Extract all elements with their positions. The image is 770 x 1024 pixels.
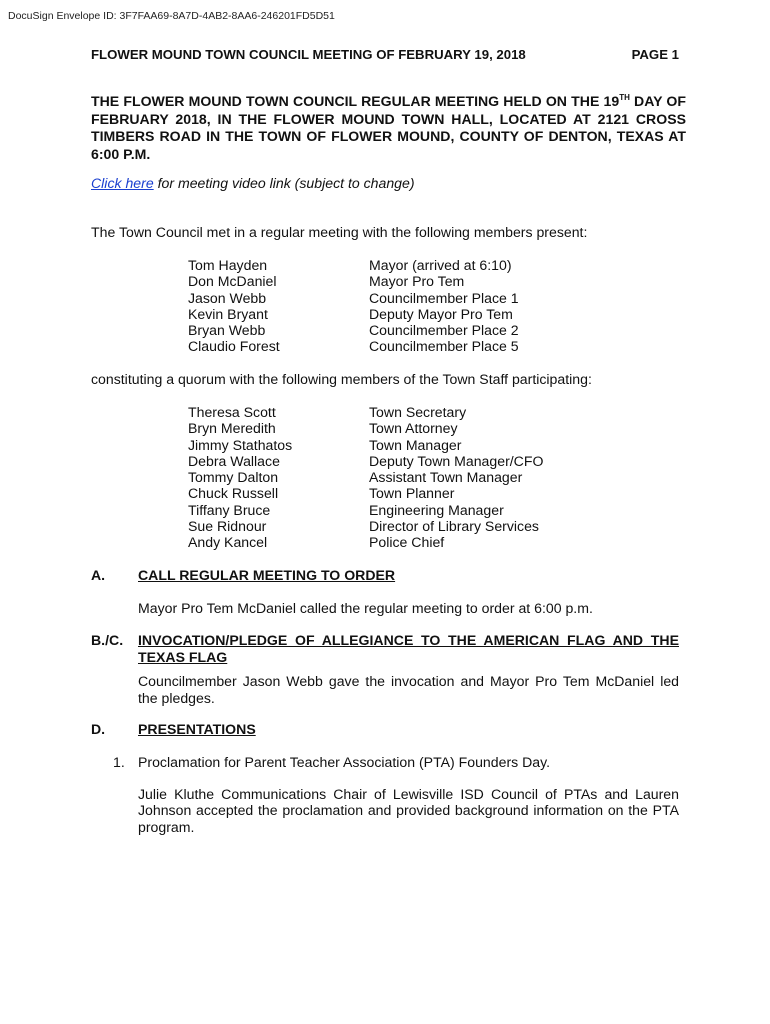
meeting-title-superscript: TH [619,93,630,102]
member-row [188,257,519,273]
staff-row [188,404,543,420]
members-roster [188,257,519,355]
staff-row-role: Deputy Town Manager/CFO [369,452,544,469]
page-number: PAGE 1 [631,47,679,62]
staff-row-name: Debra Wallace [188,452,280,469]
section-a [91,567,679,616]
header-title: FLOWER MOUND TOWN COUNCIL MEETING OF FEBRUARY 19, 2018 [91,47,526,62]
staff-row-role: Police Chief [369,534,445,551]
member-row-role: Councilmember Place 5 [369,338,519,355]
member-row [188,290,519,306]
member-row [188,306,519,322]
member-row [188,273,519,289]
staff-row-name: Bryn Meredith [188,420,276,437]
staff-intro: constituting a quorum with the following members of the Town Staff participating: [91,371,592,387]
member-row-name: Jason Webb [188,289,267,306]
meeting-title-part2: DAY OF FEBRUARY 2018, IN THE FLOWER MOUND TOWN HALL, LOCATED AT 2121 CROSS TIMBERS ROAD IN THE TOWN OF FLOWER MOUND, COUNTY OF DENTON, TEXAS AT 6:00 P.M. [91,93,686,162]
member-row-role: Councilmember Place 1 [369,289,519,306]
section-a-letter: A. [91,567,106,583]
staff-row-role: Engineering Manager [369,501,504,518]
staff-row-role: Town Planner [369,485,455,502]
staff-row [188,453,543,469]
staff-row-name: Tommy Dalton [188,469,279,486]
staff-row [188,502,543,518]
section-bc-letter: B./C. [91,632,124,648]
staff-row-name: Andy Kancel [188,534,268,551]
staff-row [188,534,543,550]
section-d-letter: D. [91,721,106,737]
meeting-title-part1: THE FLOWER MOUND TOWN COUNCIL REGULAR MEETING HELD ON THE 19 [91,93,620,109]
member-row-name: Don McDaniel [188,273,277,290]
staff-row-role: Town Attorney [369,420,458,437]
section-d [91,721,679,738]
staff-row-name: Tiffany Bruce [188,501,271,518]
staff-row-role: Town Secretary [369,404,467,420]
staff-row [188,437,543,453]
member-row [188,338,519,354]
member-row [188,322,519,338]
presentation-item-number: 1. [113,754,125,770]
page-header [91,47,679,62]
presentation-item-body: Julie Kluthe Communications Chair of Lewisville ISD Council of PTAs and Lauren Johnson accepted the proclamation and provided background information on the PTA program. [138,785,679,835]
presentation-item-title: Proclamation for Parent Teacher Association (PTA) Founders Day. [138,754,551,770]
staff-row-role: Assistant Town Manager [369,469,523,486]
member-row-role: Mayor Pro Tem [369,273,465,290]
member-row-name: Bryan Webb [188,322,266,339]
section-a-heading: CALL REGULAR MEETING TO ORDER [138,567,396,583]
section-bc-body: Councilmember Jason Webb gave the invocation and Mayor Pro Tem McDaniel led the pledges. [138,673,679,706]
member-row-name: Tom Hayden [188,257,268,273]
video-link-line [91,175,415,191]
staff-row-name: Jimmy Stathatos [188,436,293,453]
staff-row-role: Town Manager [369,436,462,453]
video-link-note: for meeting video link (subject to change) [153,175,415,191]
member-row-role: Councilmember Place 2 [369,322,519,339]
staff-row [188,518,543,534]
member-row-role: Deputy Mayor Pro Tem [369,305,513,322]
members-intro: The Town Council met in a regular meeting with the following members present: [91,224,588,240]
section-bc [91,632,679,706]
staff-row-name: Sue Ridnour [188,518,267,535]
meeting-title [91,93,686,163]
staff-row [188,420,543,436]
staff-row [188,469,543,485]
staff-roster [188,404,543,551]
click-here-link[interactable]: Click here [91,175,154,191]
section-bc-heading: INVOCATION/PLEDGE OF ALLEGIANCE TO THE AMERICAN FLAG AND THE TEXAS FLAG [138,632,679,665]
docusign-envelope-id: DocuSign Envelope ID: 3F7FAA69-8A7D-4AB2-8AA6-246201FD5D51 [8,10,335,22]
staff-row-name: Theresa Scott [188,404,276,420]
section-d-heading: PRESENTATIONS [138,721,256,737]
member-row-name: Claudio Forest [188,338,280,355]
staff-row-role: Director of Library Services [369,518,539,535]
staff-row-name: Chuck Russell [188,485,279,502]
presentation-item [91,754,679,835]
member-row-role: Mayor (arrived at 6:10) [369,257,512,273]
section-a-body: Mayor Pro Tem McDaniel called the regular meeting to order at 6:00 p.m. [138,599,593,616]
member-row-name: Kevin Bryant [188,305,268,322]
staff-row [188,485,543,501]
